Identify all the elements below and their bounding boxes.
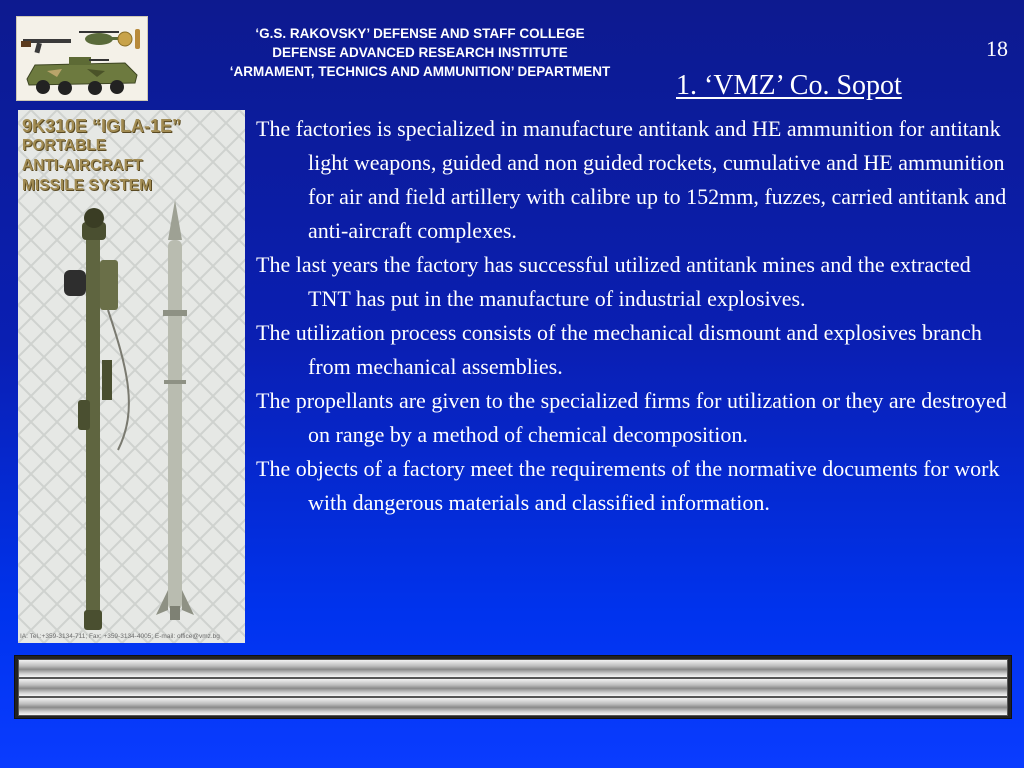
paragraph: The objects of a factory meet the requirements of the normative documents for work with dangerous materials and classified information. (256, 456, 1000, 515)
poster-title-line: 9K310E “IGLA-1E” (22, 116, 182, 136)
poster-title (22, 116, 244, 196)
missile-poster (18, 110, 245, 643)
paragraph: The propellants are given to the specialized firms for utilization or they are destroyed on range by a method of chemical decomposition. (256, 388, 1007, 447)
paragraph: The utilization process consists of the mechanical dismount and explosives branch from mechanical assemblies. (256, 320, 982, 379)
institution-header (170, 24, 670, 81)
paragraph: The factories is specialized in manufacture antitank and HE ammunition for antitank light weapons, guided and non guided rockets, cumulative and HE ammunition for air and field artillery with calibre up to 152mm, fuzzes, carried antitank and anti-aircraft complexes. (256, 116, 1007, 243)
metal-rail (18, 678, 1008, 697)
college-logo (16, 16, 148, 101)
header-line-institute: DEFENSE ADVANCED RESEARCH INSTITUTE (272, 45, 568, 60)
logo-illustration (17, 17, 147, 100)
metal-rail (18, 697, 1008, 716)
body-text (256, 112, 1016, 520)
poster-title-line: PORTABLE (22, 137, 107, 154)
metal-rail (18, 659, 1008, 678)
poster-title-line: MISSILE SYSTEM (22, 177, 153, 194)
decorative-metal-rails (14, 655, 1012, 719)
header-line-department: ‘ARMAMENT, TECHNICS AND AMMUNITION’ DEPARTMENT (229, 64, 611, 79)
slide-title: 1. ‘VMZ’ Co. Sopot (676, 70, 902, 101)
paragraph: The last years the factory has successful utilized antitank mines and the extracted TNT has put in the manufacture of industrial explosives. (256, 252, 971, 311)
page-number: 18 (986, 36, 1008, 61)
poster-contact-footer: IA: Tel.:+359-3134-711; Fax: +359-3134-4005; E-mail: office@vmz.bg (20, 633, 220, 640)
poster-title-line: ANTI-AIRCRAFT (22, 157, 143, 174)
header-line-college: ‘G.S. RAKOVSKY’ DEFENSE AND STAFF COLLEGE (255, 26, 585, 41)
